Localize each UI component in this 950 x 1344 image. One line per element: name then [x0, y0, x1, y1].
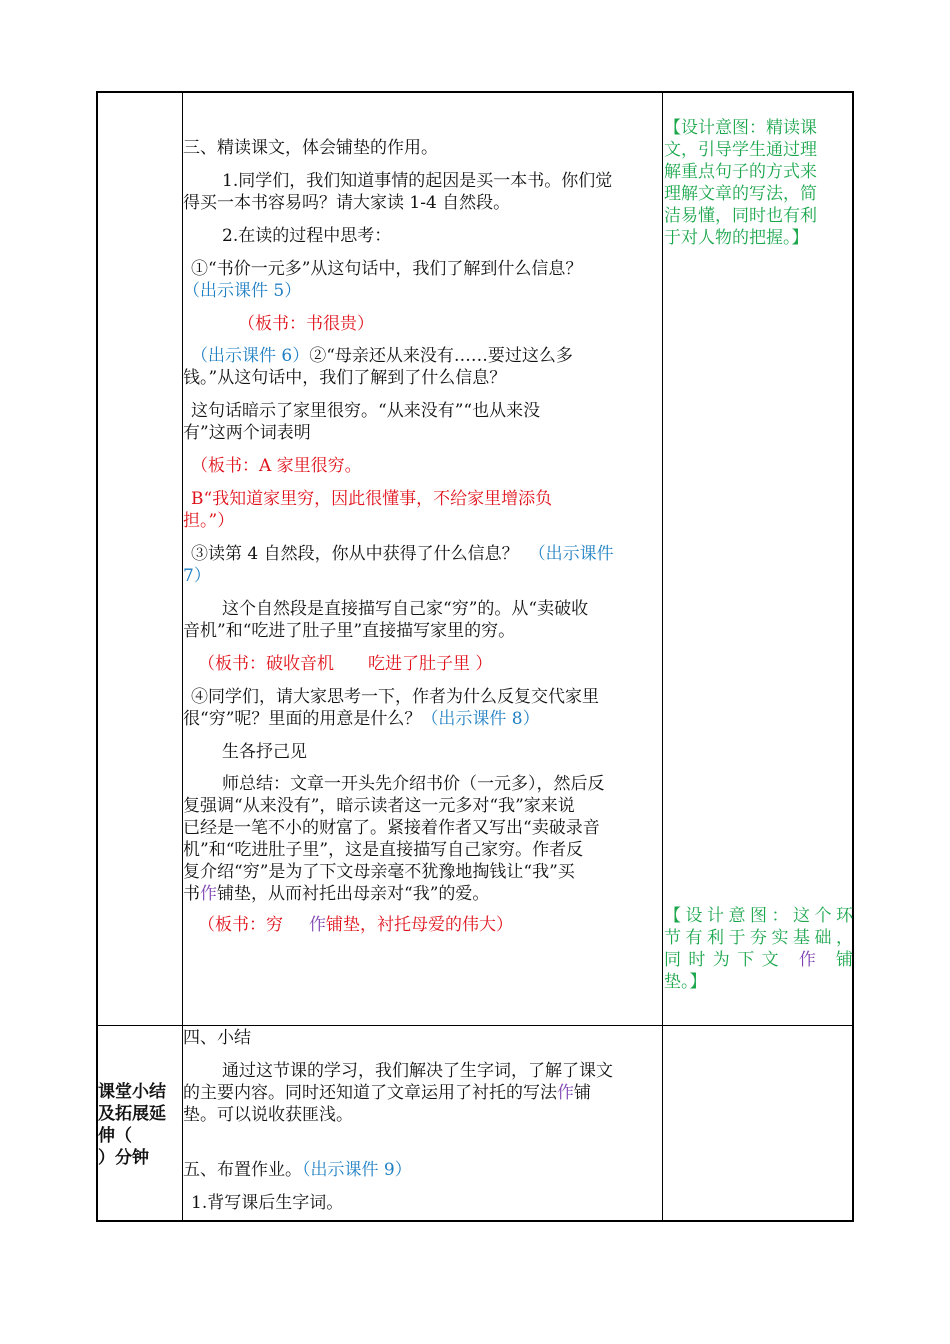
homework-item-1: 1.背写课后生字词。	[191, 1193, 344, 1213]
design-note-2-line-3	[664, 949, 854, 971]
courseware-7-b: 7）	[183, 566, 211, 586]
question-1: ①“书价一元多”从这句话中，我们了解到什么信息？	[191, 259, 583, 279]
question-2-line-1	[191, 345, 573, 367]
design-note-2-line-3-a: 同时为下文	[664, 950, 786, 970]
row2-label-line: 伸（	[98, 1126, 132, 1146]
design-note-2-line-3-b: 作	[798, 950, 824, 970]
board-note-4-a: （板书：穷	[198, 915, 283, 935]
design-note-2-line-1: 【设计意图：这个环	[664, 906, 854, 926]
row2-label-line: ）分钟	[98, 1148, 149, 1168]
section4-line-2	[183, 1082, 591, 1104]
board-note-2b-line-2: 担。”）	[183, 511, 235, 531]
courseware-5: （出示课件 5）	[183, 281, 302, 301]
section4-line-2-c: 铺	[574, 1083, 591, 1103]
board-note-4-c: 铺垫，衬托母爱的伟大）	[326, 915, 513, 935]
summary-last-c: 铺垫，从而衬托出母亲对“我”的爱。	[217, 884, 490, 904]
board-note-3: （板书：破收音机 吃进了肚子里 ）	[198, 654, 493, 674]
design-note-1-line: 理解文章的写法，简	[664, 184, 817, 204]
design-note-2-line-4: 垫。】	[664, 972, 707, 992]
question-2-line-2: 钱。”从这句话中，我们了解到了什么信息？	[183, 368, 507, 388]
design-note-2	[664, 905, 854, 993]
question-4-text: 很“穷”呢？里面的用意是什么？	[183, 709, 422, 729]
section5-heading	[183, 1159, 412, 1181]
students-response: 生各抒己见	[222, 742, 307, 762]
question-3-line-1	[191, 543, 614, 565]
summary-line: 师总结：文章一开头先介绍书价（一元多），然后反	[222, 774, 605, 794]
answer-3-line-2: 音机”和“吃进了肚子里”直接描写家里的穷。	[183, 621, 516, 641]
summary-line: 复介绍“穷”是为了下文母亲毫不犹豫地掏钱让“我”买	[183, 862, 575, 882]
question-3-text: ③读第 4 自然段，你从中获得了什么信息？	[191, 544, 519, 564]
section4-heading: 四、小结	[183, 1028, 251, 1048]
row-divider	[98, 1025, 852, 1026]
board-note-4-b: 作	[309, 915, 326, 935]
answer-3-line-1: 这个自然段是直接描写自己家“穷”的。从“卖破收	[222, 599, 589, 619]
board-note-4	[198, 914, 513, 936]
design-note-2-line-3-c: 铺	[836, 950, 855, 970]
courseware-6: （出示课件 6）	[191, 346, 310, 366]
section4-line-3: 垫。可以说收获匪浅。	[183, 1105, 353, 1125]
design-note-2-line-2: 节有利于夯实基础，	[664, 928, 854, 948]
summary-last-a: 书	[183, 884, 200, 904]
answer-2-line-2: 有”这两个词表明	[183, 423, 311, 443]
question-4-line-2	[183, 708, 540, 730]
courseware-7-a: （出示课件	[528, 544, 614, 564]
board-note-2b-line-1: B“我知道家里穷，因此很懂事，不给家里增添负	[191, 489, 553, 509]
paragraph-1-line-1: 1.同学们，我们知道事情的起因是买一本书。你们觉	[222, 171, 613, 191]
summary-line: 机”和“吃进肚子里”，这是直接描写自己家穷。作者反	[183, 840, 584, 860]
question-4-line-1: ④同学们，请大家思考一下，作者为什么反复交代家里	[191, 687, 599, 707]
courseware-8: （出示课件 8）	[421, 709, 540, 729]
summary-line: 已经是一笔不小的财富了。紧接着作者又写出“卖破录音	[183, 818, 600, 838]
row2-label-line: 及拓展延	[98, 1104, 166, 1124]
summary-line-last	[183, 883, 489, 905]
design-note-1-line: 【设计意图：精读课	[664, 118, 817, 138]
question-2-text: ②“母亲还从来没有……要过这么多	[309, 346, 573, 366]
column-divider-1	[182, 93, 183, 1220]
row2-label-line: 课堂小结	[98, 1082, 166, 1102]
summary-last-b: 作	[200, 884, 217, 904]
design-note-1-line: 于对人物的把握。】	[664, 228, 809, 248]
section4-line-2-b: 作	[557, 1083, 574, 1103]
section4-line-1: 通过这节课的学习，我们解决了生字词，了解了课文	[222, 1061, 613, 1081]
board-note-1: （板书：书很贵）	[238, 314, 374, 334]
summary-line: 复强调“从来没有”，暗示读者这一元多对“我”家来说	[183, 796, 575, 816]
section3-heading: 三、精读课文，体会铺垫的作用。	[183, 138, 438, 158]
answer-2-line-1: 这句话暗示了家里很穷。“从来没有”“也从来没	[191, 401, 541, 421]
courseware-9: （出示课件 9）	[302, 1160, 412, 1180]
paragraph-1-line-2: 得买一本书容易吗？请大家读 1-4 自然段。	[183, 193, 511, 213]
section4-line-2-a: 的主要内容。同时还知道了文章运用了衬托的写法	[183, 1083, 557, 1103]
design-note-1-line: 文，引导学生通过理	[664, 140, 817, 160]
design-note-1	[664, 117, 854, 249]
column-divider-2	[662, 93, 663, 1220]
design-note-1-line: 解重点句子的方式来	[664, 162, 817, 182]
design-note-1-line: 洁易懂，同时也有利	[664, 206, 817, 226]
section5-heading-text: 五、布置作业。	[183, 1160, 302, 1180]
board-note-2: （板书：A 家里很穷。	[191, 456, 362, 476]
paragraph-2: 2.在读的过程中思考：	[222, 226, 392, 246]
